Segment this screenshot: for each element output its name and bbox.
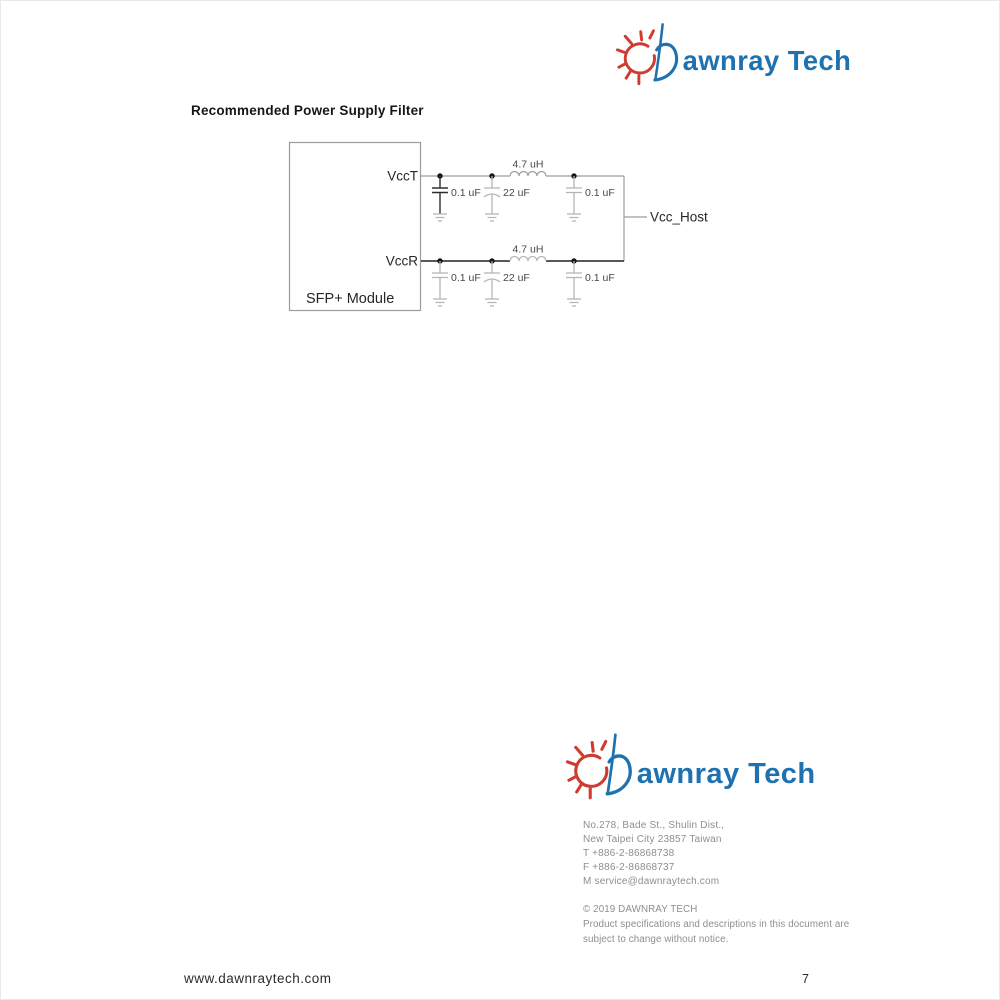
ground-icon — [485, 299, 499, 306]
ground-icon — [433, 299, 447, 306]
section-title: Recommended Power Supply Filter — [191, 103, 424, 118]
capacitor-top-3 — [566, 176, 582, 221]
disclaimer-line-1: Product specifications and descriptions in this document are — [583, 919, 850, 930]
capacitor-top-1 — [432, 176, 448, 221]
inductor-bottom — [510, 257, 546, 262]
cap-value-top-1: 0.1 uF — [451, 187, 481, 199]
module-label: SFP+ Module — [306, 291, 395, 307]
ground-icon — [567, 299, 581, 306]
logo-letter-d — [655, 24, 677, 80]
pin-label-vccr: VccR — [385, 253, 418, 269]
sun-icon — [567, 742, 606, 798]
inductor-top — [510, 172, 546, 177]
logo-letter-d — [607, 735, 630, 794]
logo-brand-text: awnray Tech — [682, 44, 852, 76]
company-logo-header — [617, 18, 852, 91]
email: M service@dawnraytech.com — [583, 876, 720, 887]
cap-value-bottom-2: 22 uF — [503, 272, 530, 284]
address-line-2: New Taipei City 23857 Taiwan — [583, 834, 722, 845]
capacitor-bottom-1 — [432, 261, 448, 306]
inductor-value-top: 4.7 uH — [512, 158, 544, 171]
disclaimer-line-2: subject to change without notice. — [583, 934, 729, 945]
cap-value-bottom-1: 0.1 uF — [451, 272, 481, 284]
capacitor-top-2 — [484, 176, 500, 221]
ground-icon — [567, 214, 581, 221]
cap-value-top-3: 0.1 uF — [585, 187, 615, 199]
capacitor-bottom-2 — [484, 261, 500, 306]
footer-website: www.dawnraytech.com — [184, 971, 332, 986]
cap-value-top-2: 22 uF — [503, 187, 530, 199]
pin-label-vcct: VccT — [387, 168, 418, 184]
dawnray-logo — [617, 18, 852, 91]
power-supply-filter-diagram — [281, 136, 741, 331]
logo-brand-text: awnray Tech — [636, 758, 816, 791]
contact-block — [583, 819, 724, 889]
dawnray-logo — [567, 728, 816, 805]
ground-icon — [433, 214, 447, 221]
sun-icon — [617, 31, 654, 84]
telephone: T +886-2-86868738 — [583, 848, 675, 859]
fax: F +886-2-86868737 — [583, 862, 675, 873]
legal-block — [583, 902, 849, 947]
copyright: © 2019 DAWNRAY TECH — [583, 904, 698, 915]
company-logo-footer — [567, 728, 816, 805]
address-line-1: No.278, Bade St., Shulin Dist., — [583, 820, 725, 831]
cap-value-bottom-3: 0.1 uF — [585, 272, 615, 284]
ground-icon — [485, 214, 499, 221]
net-label-vcc-host: Vcc_Host — [650, 209, 708, 225]
inductor-value-bottom: 4.7 uH — [512, 243, 544, 256]
page-number: 7 — [802, 972, 809, 986]
capacitor-bottom-3 — [566, 261, 582, 306]
